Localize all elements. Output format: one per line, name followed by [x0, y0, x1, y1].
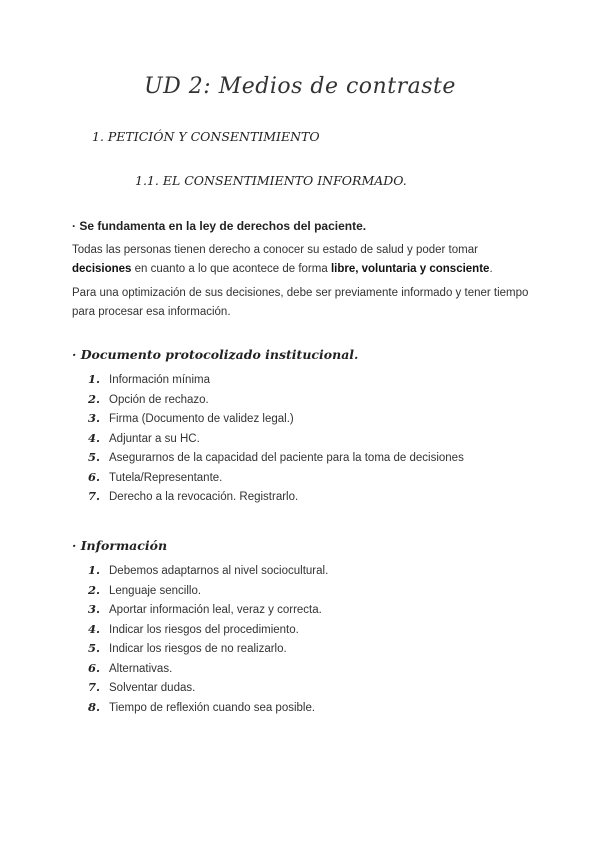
list-item [88, 468, 464, 488]
bold-libre-voluntaria: libre, voluntaria y consciente [330, 263, 490, 275]
list-item [88, 659, 328, 679]
list-number: 5. [88, 641, 101, 655]
list-item-text: Adjuntar a su HC. [109, 432, 200, 445]
page-title: UD 2: Medios de contraste [144, 74, 456, 99]
informacion-heading: · Información [72, 538, 168, 553]
list-item-text: Alternativas. [109, 662, 173, 675]
list-item-text: Indicar los riesgos de no realizarlo. [109, 643, 287, 655]
fundamento-heading: · Se fundamenta en la ley de derechos del paciente. [72, 219, 367, 233]
fundamento-paragraph-2: Para una optimización de sus decisiones, debe ser previamente informado y tener tiempo para procesar esa información. [72, 287, 529, 318]
list-item [88, 370, 464, 390]
list-item-text: Solventar dudas. [109, 682, 196, 694]
list-number: 7. [88, 680, 101, 694]
list-number: 6. [88, 469, 101, 484]
list-item [88, 561, 328, 581]
documento-heading: · Documento protocolizado institucional. [72, 347, 359, 362]
section-heading: 1. PETICIÓN Y CONSENTIMIENTO [92, 129, 320, 144]
list-number: 3. [88, 602, 101, 616]
list-item-text: Derecho a la revocación. Registrarlo. [109, 491, 299, 503]
list-item-text: Asegurarnos de la capacidad del paciente para la toma de decisiones [109, 452, 464, 464]
list-number: 2. [88, 391, 101, 406]
list-number: 6. [88, 660, 101, 675]
list-item-text: Opción de rechazo. [109, 393, 209, 406]
list-item [88, 429, 464, 449]
list-number: 1. [88, 372, 101, 386]
list-item [88, 487, 464, 507]
list-number: 7. [88, 489, 101, 503]
list-item [88, 620, 328, 640]
list-number: 1. [88, 563, 101, 577]
documento-list [88, 370, 464, 507]
bold-decisiones: decisiones [72, 263, 132, 275]
list-number: 5. [88, 450, 101, 464]
informacion-list [88, 561, 328, 717]
subsection-heading: 1.1. EL CONSENTIMIENTO INFORMADO. [135, 173, 407, 188]
list-item-text: Información mínima [109, 374, 210, 386]
list-number: 3. [88, 411, 101, 425]
list-item-text: Indicar los riesgos del procedimiento. [109, 623, 299, 636]
list-item [88, 639, 328, 659]
text-run: . [489, 263, 493, 275]
list-number: 4. [88, 430, 101, 445]
list-item-text: Firma (Documento de validez legal.) [109, 413, 294, 425]
list-item [88, 581, 328, 601]
text-run: en cuanto a lo que acontece de forma [131, 263, 331, 275]
list-number: 4. [88, 621, 101, 636]
list-item-text: Tiempo de reflexión cuando sea posible. [109, 701, 316, 714]
list-number: 8. [88, 699, 101, 714]
list-item-text: Tutela/Representante. [109, 471, 223, 484]
list-number: 2. [88, 582, 101, 597]
text-run: Todas las personas tienen derecho a conocer su estado de salud y poder tomar [72, 244, 478, 256]
list-item [88, 448, 464, 468]
list-item [88, 678, 328, 698]
list-item [88, 409, 464, 429]
fundamento-paragraph-1 [72, 241, 532, 279]
list-item [88, 390, 464, 410]
list-item-text: Debemos adaptarnos al nivel sociocultural. [109, 565, 329, 577]
list-item-text: Aportar información leal, veraz y correcta. [109, 604, 322, 616]
list-item [88, 698, 328, 718]
list-item-text: Lenguaje sencillo. [109, 584, 202, 597]
list-item [88, 600, 328, 620]
